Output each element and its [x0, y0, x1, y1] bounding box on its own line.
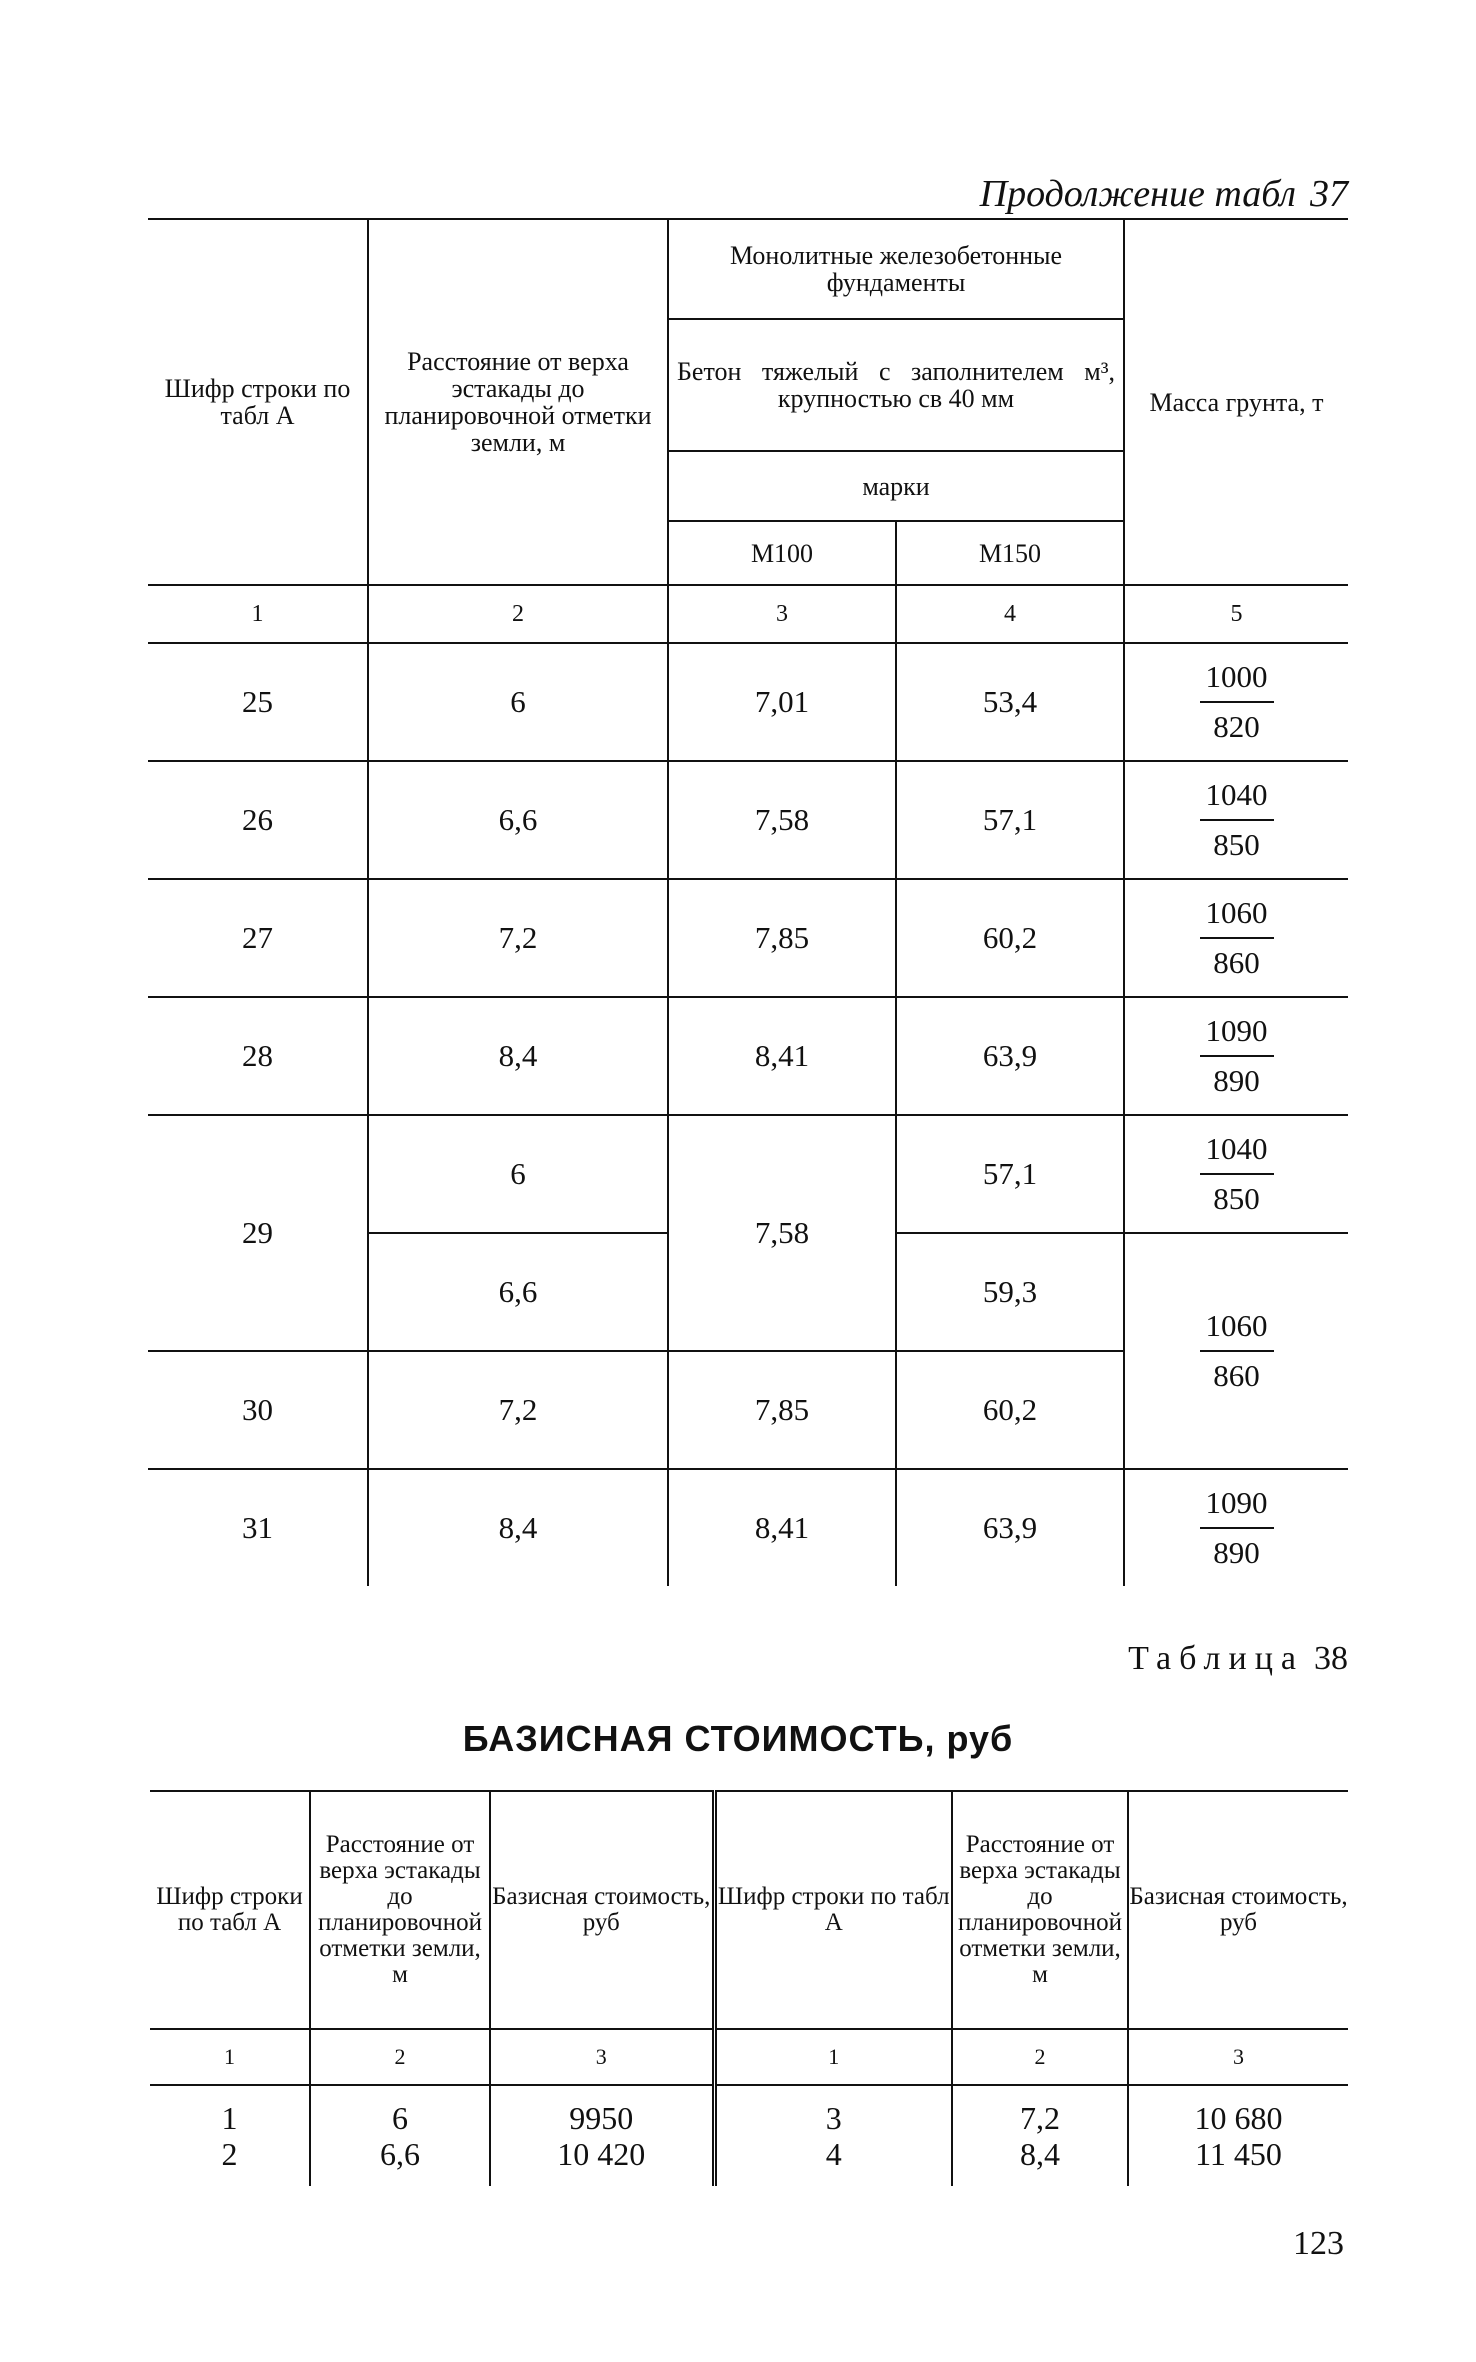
row-m100: 8,41: [668, 1469, 896, 1586]
col-number: 3: [668, 585, 896, 643]
header-m150: М150: [896, 521, 1124, 585]
table-row: [148, 997, 1348, 1115]
mass-bottom: 850: [1213, 827, 1260, 862]
col-number: 3: [1128, 2029, 1348, 2085]
cell-codes: [150, 2085, 310, 2186]
header-grades: марки: [668, 451, 1124, 521]
header-code: Шифр строки по табл А: [148, 219, 368, 585]
row-m150: 57,1: [896, 761, 1124, 879]
table-row: [148, 1469, 1348, 1586]
cost-value: 9950: [569, 2100, 634, 2136]
row-m100: 7,01: [668, 643, 896, 761]
header-m100: М100: [668, 521, 896, 585]
table-row: [148, 879, 1348, 997]
header-code: Шифр строки по табл А: [150, 1791, 310, 2029]
row-m150: 59,3: [896, 1233, 1124, 1351]
col-number: 4: [896, 585, 1124, 643]
row-code: 28: [148, 997, 368, 1115]
row-code: 29: [148, 1115, 368, 1351]
row-distance: 8,4: [368, 1469, 668, 1586]
table-label-number: 38: [1314, 1640, 1348, 1677]
row-m150: 53,4: [896, 643, 1124, 761]
cell-costs: [490, 2085, 714, 2186]
row-code: 31: [148, 1469, 368, 1586]
row-m100: 7,58: [668, 1115, 896, 1351]
row-m150: 60,2: [896, 1351, 1124, 1469]
row-code: 30: [148, 1351, 368, 1469]
distance-value: 7,2: [1020, 2100, 1060, 2136]
table-38-label: [1128, 1640, 1348, 1678]
cell-distances: [952, 2085, 1128, 2186]
row-mass: [1124, 879, 1348, 997]
row-distance: 6,6: [368, 1233, 668, 1351]
row-mass: [1124, 643, 1348, 761]
header-group-title: Монолитные железобетонные фундаменты: [668, 219, 1124, 319]
cell-costs: [1128, 2085, 1348, 2186]
cell-distances: [310, 2085, 490, 2186]
mass-top: 1060: [1200, 1308, 1274, 1352]
row-mass: [1124, 1115, 1348, 1233]
distance-value: 6,6: [380, 2136, 420, 2172]
row-code: 26: [148, 761, 368, 879]
distance-value: 6: [392, 2100, 408, 2136]
cost-value: 11 450: [1195, 2136, 1282, 2172]
header-mass: Масса грунта, т: [1124, 219, 1348, 585]
col-number: 1: [148, 585, 368, 643]
row-distance: 7,2: [368, 879, 668, 997]
continuation-header: [980, 172, 1348, 216]
row-m150: 63,9: [896, 1469, 1124, 1586]
mass-bottom: 860: [1213, 945, 1260, 980]
code-value: 2: [221, 2136, 238, 2172]
mass-bottom: 860: [1213, 1358, 1260, 1393]
header-concrete: Бетон тяжелый с заполнителем м³, крупностью св 40 мм: [668, 319, 1124, 451]
row-m100: 7,85: [668, 1351, 896, 1469]
mass-top: 1000: [1200, 659, 1274, 703]
mass-bottom: 890: [1213, 1063, 1260, 1098]
header-code: Шифр строки по табл А: [714, 1791, 952, 2029]
header-distance: Расстояние от верха эстакады до планировочной отметки земли, м: [310, 1791, 490, 2029]
row-m150: 63,9: [896, 997, 1124, 1115]
col-number: 2: [368, 585, 668, 643]
row-distance: 6: [368, 1115, 668, 1233]
header-distance: Расстояние от верха эстакады до планировочной отметки земли, м: [368, 219, 668, 585]
mass-bottom: 820: [1213, 709, 1260, 744]
row-mass: [1124, 997, 1348, 1115]
table-row: [148, 1115, 1348, 1233]
row-mass: [1124, 1469, 1348, 1586]
table-row: [148, 643, 1348, 761]
code-value: 3: [825, 2100, 842, 2136]
header-cost: Базисная стоимость, руб: [490, 1791, 714, 2029]
table-37: [148, 218, 1348, 1586]
row-m100: 7,85: [668, 879, 896, 997]
mass-top: 1090: [1200, 1013, 1274, 1057]
row-mass: [1124, 761, 1348, 879]
distance-value: 8,4: [1020, 2136, 1060, 2172]
row-distance: 6: [368, 643, 668, 761]
row-distance: 7,2: [368, 1351, 668, 1469]
col-number: 3: [490, 2029, 714, 2085]
row-m100: 7,58: [668, 761, 896, 879]
row-code: 25: [242, 684, 273, 719]
row-m150: 60,2: [896, 879, 1124, 997]
mass-top: 1040: [1200, 777, 1274, 821]
col-number: 2: [310, 2029, 490, 2085]
cost-value: 10 680: [1194, 2100, 1283, 2136]
col-number: 5: [1124, 585, 1348, 643]
page-number: 123: [1293, 2225, 1344, 2262]
table-38: [150, 1790, 1348, 2186]
continuation-number: 37: [1310, 173, 1348, 215]
row-distance: 6,6: [368, 761, 668, 879]
mass-bottom: 850: [1213, 1181, 1260, 1216]
mass-top: 1060: [1200, 895, 1274, 939]
code-value: 4: [825, 2136, 842, 2172]
row-code: 27: [148, 879, 368, 997]
cost-value: 10 420: [557, 2136, 646, 2172]
table-38-title: БАЗИСНАЯ СТОИМОСТЬ, руб: [462, 1718, 1014, 1759]
table-row: [148, 761, 1348, 879]
col-number: 2: [952, 2029, 1128, 2085]
col-number: 1: [150, 2029, 310, 2085]
code-value: 1: [221, 2100, 238, 2136]
mass-top: 1090: [1200, 1485, 1274, 1529]
header-distance: Расстояние от верха эстакады до планировочной отметки земли, м: [952, 1791, 1128, 2029]
mass-top: 1040: [1200, 1131, 1274, 1175]
table-label-word: Таблица: [1128, 1640, 1304, 1677]
header-cost: Базисная стоимость, руб: [1128, 1791, 1348, 2029]
col-number: 1: [714, 2029, 952, 2085]
row-m150: 57,1: [896, 1115, 1124, 1233]
cell-codes: [714, 2085, 952, 2186]
row-mass: [1124, 1233, 1348, 1469]
table-row: [150, 2085, 1348, 2186]
mass-bottom: 890: [1213, 1535, 1260, 1570]
continuation-label: Продолжение табл: [979, 173, 1296, 215]
row-m100: 8,41: [668, 997, 896, 1115]
row-distance: 8,4: [368, 997, 668, 1115]
